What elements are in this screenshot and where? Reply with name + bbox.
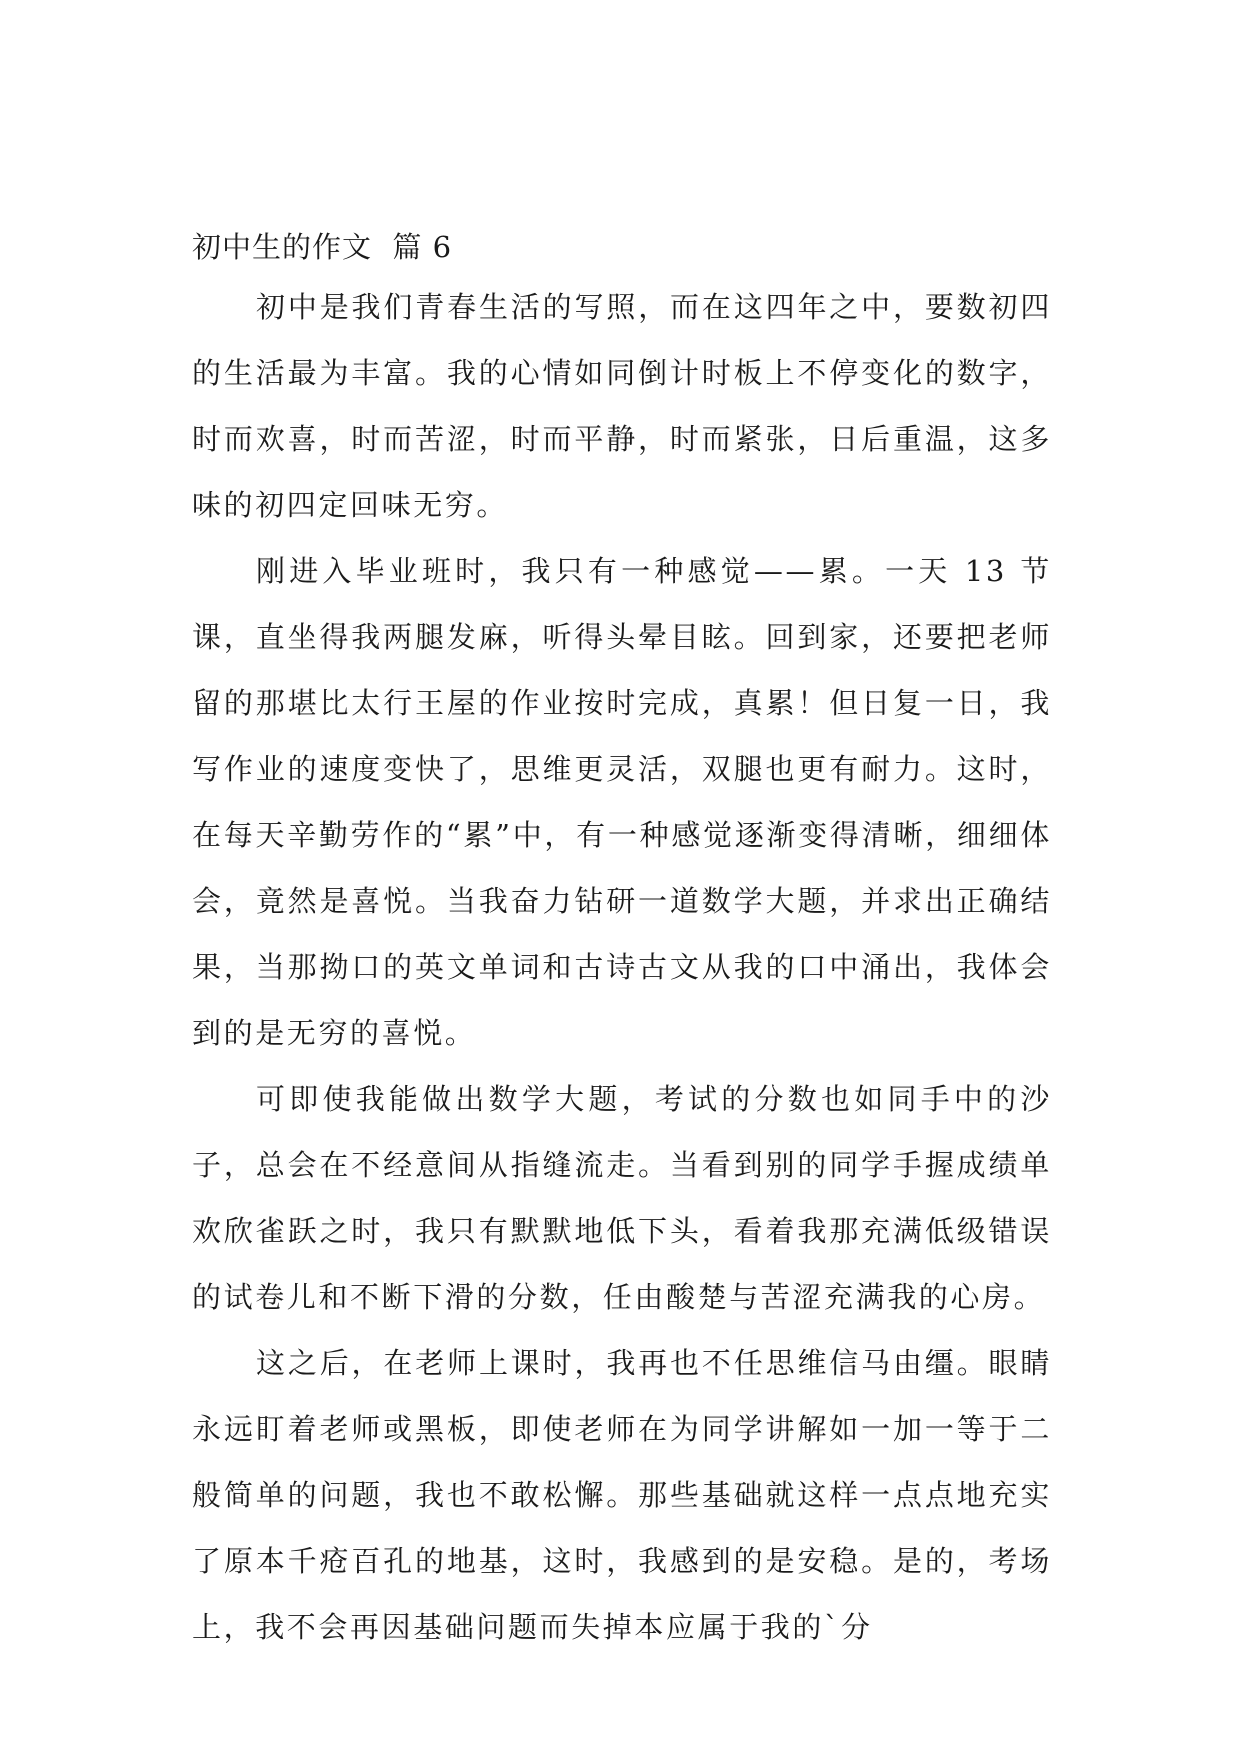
essay-body [192,220,1052,1660]
paragraph-1: 初中是我们青春生活的写照，而在这四年之中，要数初四的生活最为丰富。我的心情如同倒计时板上不停变化的数字，时而欢喜，时而苦涩，时而平静，时而紧张，日后重温，这多味的初四定回味无穷。 [192,290,1052,522]
paragraph-3: 可即使我能做出数学大题，考试的分数也如同手中的沙子，总会在不经意间从指缝流走。当看到别的同学手握成绩单欢欣雀跃之时，我只有默默地低下头，看着我那充满低级错误的试卷儿和不断下滑的分数，任由酸楚与苦涩充满我的心房。 [192,1082,1052,1314]
paragraph-4: 这之后，在老师上课时，我再也不任思维信马由缰。眼睛永远盯着老师或黑板，即使老师在为同学讲解如一加一等于二般简单的问题，我也不敢松懈。那些基础就这样一点点地充实了原本千疮百孔的地基，这时，我感到的是安稳。是的，考场上，我不会再因基础问题而失掉本应属于我的`分 [192,1346,1052,1644]
essay-title: 初中生的作文 篇 6 [192,230,453,264]
paragraph-2: 刚进入毕业班时，我只有一种感觉——累。一天 13 节课，直坐得我两腿发麻，听得头晕目眩。回到家，还要把老师留的那堪比太行王屋的作业按时完成，真累！但日复一日，我写作业的速度变快了，思维更灵活，双腿也更有耐力。这时，在每天辛勤劳作的“累”中，有一种感觉逐渐变得清晰，细细体会，竟然是喜悦。当我奋力钻研一道数学大题，并求出正确结果，当那拗口的英文单词和古诗古文从我的口中涌出，我体会到的是无穷的喜悦。 [192,554,1052,1050]
